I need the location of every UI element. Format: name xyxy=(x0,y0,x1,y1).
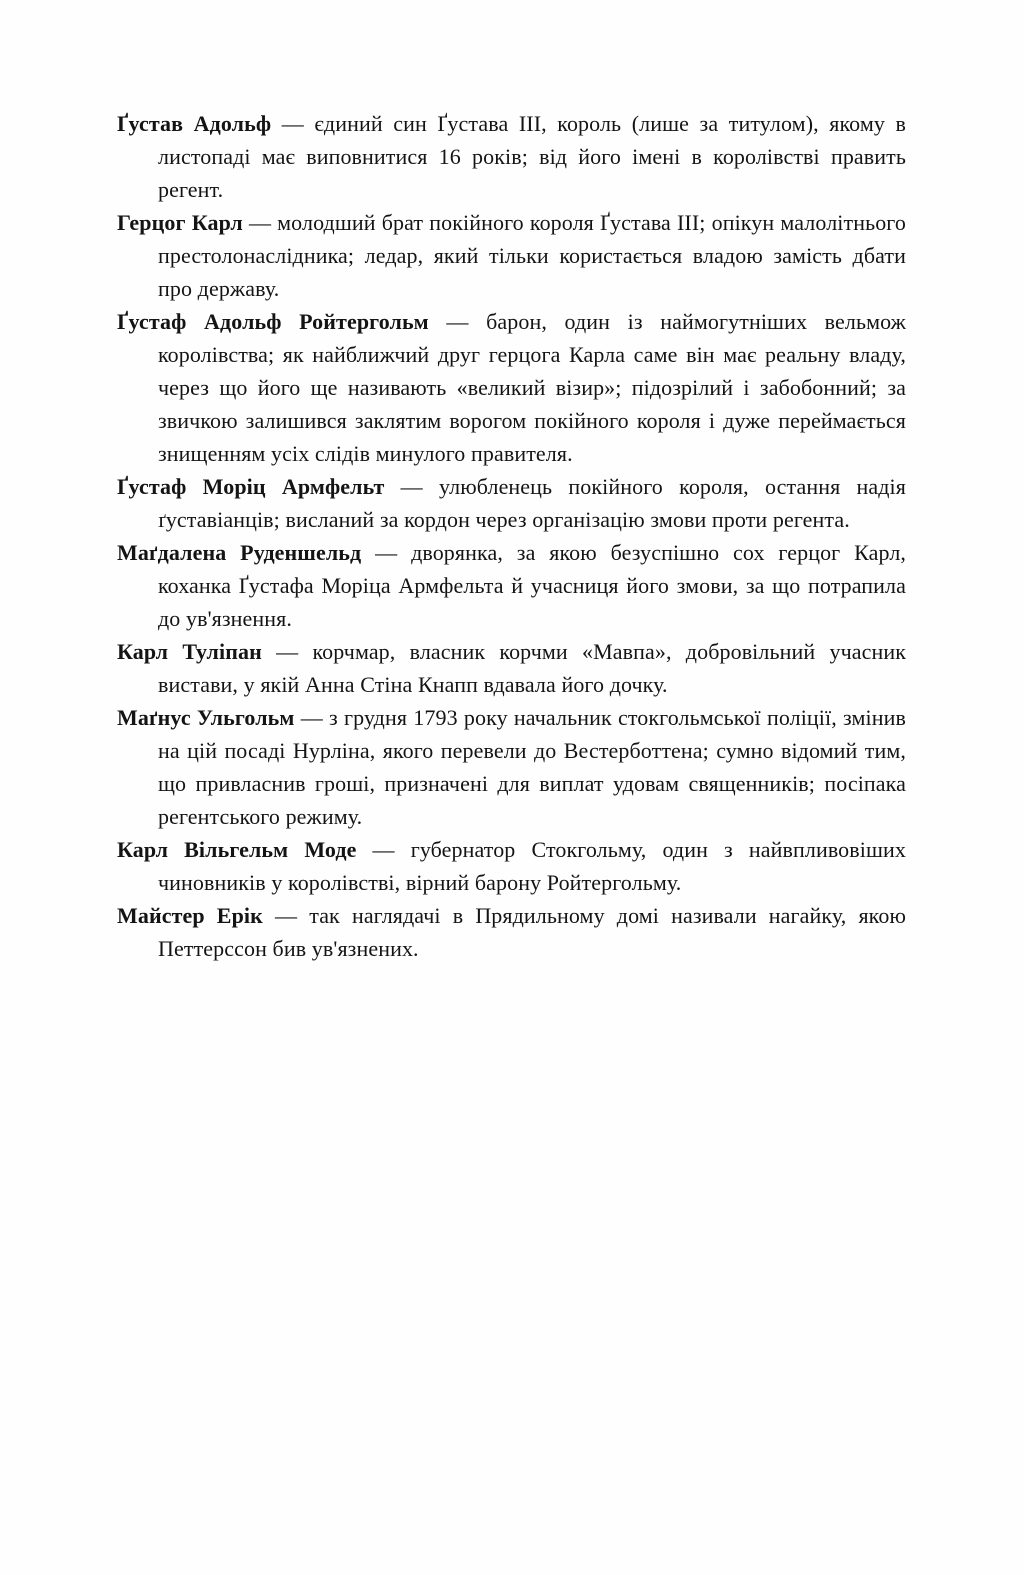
character-description: — улюбленець покійного короля, остання надія ґуставіанців; висланий за кордон через організацію змови проти регента. xyxy=(158,474,906,532)
character-description: — корчмар, власник корчми «Мавпа», добровільний учасник вистави, у якій Анна Стіна Кнапп вдавала його дочку. xyxy=(158,639,906,697)
character-description: — з грудня 1793 року начальник стокгольмської поліції, змінив на цій посаді Нурліна, якого перевели до Вестерботтена; сумно відомий тим, що привласнив гроші, призначені для виплат удовам священників; посіпака регентського режиму. xyxy=(158,705,906,829)
character-description: — молодший брат покійного короля Ґустава III; опікун малолітнього престолонаслідника; ледар, який тільки користається владою замість дбати про державу. xyxy=(158,210,906,301)
character-entry xyxy=(117,470,906,536)
character-name: Герцог Карл xyxy=(117,210,243,235)
character-entry xyxy=(117,701,906,833)
character-description: — єдиний син Ґустава III, король (лише за титулом), якому в листопаді має виповнитися 16 років; від його імені в королівстві править регент. xyxy=(158,111,907,202)
character-description: — дворянка, за якою безуспішно сох герцог Карл, коханка Ґустафа Моріца Армфельта й учасниця його змови, за що потрапила до ув'язнення. xyxy=(158,540,907,631)
character-entry xyxy=(117,305,906,470)
character-entry xyxy=(117,536,906,635)
character-name: Маґдалена Руденшельд xyxy=(117,540,362,565)
character-description: — губернатор Стокгольму, один з найвпливовіших чиновників у королівстві, вірний барону Ройтергольму. xyxy=(158,837,906,895)
character-name: Маґнус Ульгольм xyxy=(117,705,295,730)
character-name: Ґустаф Моріц Армфельт xyxy=(117,474,385,499)
character-name: Ґустаф Адольф Ройтергольм xyxy=(117,309,429,334)
character-entry xyxy=(117,635,906,701)
character-entry xyxy=(117,899,906,965)
character-name: Карл Туліпан xyxy=(117,639,262,664)
character-entry xyxy=(117,206,906,305)
character-entry xyxy=(117,833,906,899)
character-entry xyxy=(117,107,906,206)
character-name: Майстер Ерік xyxy=(117,903,263,928)
character-name: Карл Вільгельм Моде xyxy=(117,837,357,862)
character-description: — так наглядачі в Прядильному домі називали нагайку, якою Петтерссон бив ув'язнених. xyxy=(158,903,906,961)
character-name: Ґустав Адольф xyxy=(117,111,272,136)
character-description: — барон, один із наймогутніших вельмож королівства; як найближчий друг герцога Карла саме він має реальну владу, через що його ще називають «великий візир»; підозрілий і забобонний; за звичкою залишився заклятим ворогом покійного короля і дуже переймається знищенням усіх слідів минулого правителя. xyxy=(158,309,906,466)
